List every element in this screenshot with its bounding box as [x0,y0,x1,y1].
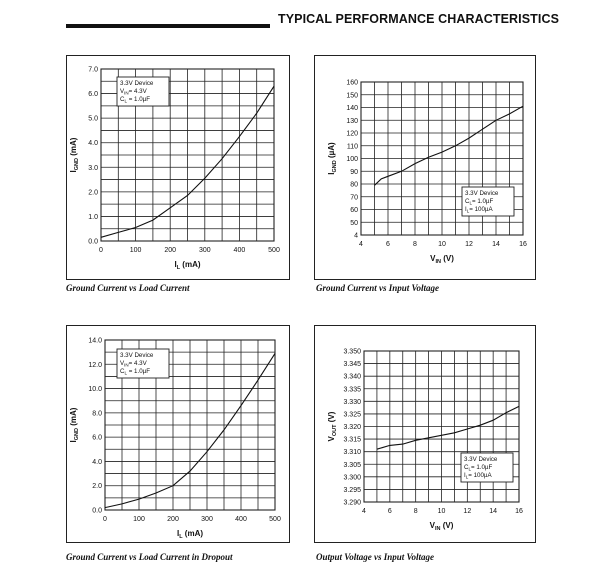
x-tick-label: 500 [268,247,280,254]
legend-text: $C_L= 1.0\mu F$ [464,464,493,472]
x-tick-label: 0 [99,247,103,254]
legend-text: 3.3V Device [465,190,499,197]
y-tick-label: 100 [346,156,358,163]
y-tick-label: 4.0 [92,458,102,466]
y-tick-label: 3.330 [343,398,361,406]
y-tick-label: 3.310 [343,449,361,457]
y-tick-label: 3.350 [343,348,361,356]
chart-caption-1: Ground Current vs Load Current [66,283,190,293]
legend-text: 3.3V Device [120,352,154,359]
y-tick-label: 3.315 [343,436,361,444]
x-tick-label: 0 [103,516,107,523]
y-tick-label: 160 [346,79,358,87]
y-tick-label: 50 [350,219,358,227]
y-tick-label: 4 [354,232,358,240]
y-tick-label: 6.0 [92,434,102,442]
y-tick-label: 3.320 [343,424,361,431]
x-tick-label: 300 [201,516,213,523]
y-tick-label: 3.0 [88,164,98,172]
y-tick-label: 150 [346,92,358,100]
y-tick-label: 3.345 [343,361,361,369]
y-tick-label: 8.0 [92,410,102,418]
x-tick-label: 300 [198,247,211,254]
x-tick-label: 400 [235,516,247,523]
y-tick-label: 80 [350,181,358,189]
x-tick-label: 100 [133,516,145,523]
chart-caption-2: Ground Current vs Input Voltage [316,283,440,293]
chart-2 [327,80,527,266]
y-tick-label: 3.305 [343,461,361,469]
x-tick-label: 6 [386,241,390,248]
x-axis-label: $I_L$ (mA) [176,529,204,540]
legend-text: $C_L = 1.0\mu F$ [120,96,150,104]
y-tick-label: 4.0 [88,140,98,148]
y-tick-label: 3.300 [343,474,361,482]
y-tick-label: 3.295 [343,486,361,494]
legend-text: $C_L= 1.0\mu F$ [465,198,494,206]
y-tick-label: 14.0 [88,337,102,345]
x-tick-label: 6 [387,508,392,515]
x-axis-label: $V_{IN}$ (V) [429,521,454,532]
y-tick-label: 140 [346,105,358,112]
x-tick-label: 14 [492,241,500,248]
legend-text: 3.3V Device [120,80,154,87]
y-tick-label: 70 [350,194,358,202]
x-tick-label: 12 [465,241,473,248]
x-tick-label: 200 [167,516,179,523]
x-tick-label: 4 [359,241,363,248]
chart-caption-4: Output Voltage vs Input Voltage [316,552,435,562]
x-tick-label: 500 [269,516,281,523]
y-tick-label: 3.325 [343,411,361,419]
y-tick-label: 0.0 [88,238,98,246]
y-tick-label: 0.0 [92,507,102,515]
x-tick-label: 200 [164,247,177,254]
y-tick-label: 2.0 [88,189,98,197]
chart-3 [69,338,281,541]
chart-caption-3: Ground Current vs Load Current in Dropout [66,552,233,562]
x-tick-label: 8 [413,508,418,515]
y-tick-label: 90 [350,168,358,176]
x-tick-label: 10 [438,241,446,248]
legend-text: $I_L= 100\mu A$ [464,472,492,480]
y-tick-label: 1.0 [88,213,98,221]
legend-text: 3.3V Device [464,456,498,463]
y-axis-label: $I_{GND}$ (mA) [69,407,80,443]
y-tick-label: 3.340 [343,373,361,381]
y-axis-label: $I_{GND}$ (µA) [327,142,338,175]
x-tick-label: 4 [362,508,366,515]
x-tick-label: 16 [519,241,527,248]
y-tick-label: 3.335 [343,386,361,394]
x-tick-label: 12 [463,508,472,515]
y-tick-label: 3.290 [343,499,361,507]
x-axis-label: $I_L$ (mA) [174,260,201,271]
y-tick-label: 6.0 [88,91,98,99]
y-tick-label: 7.0 [88,66,98,74]
y-tick-label: 5.0 [88,115,98,123]
y-tick-label: 2.0 [92,483,102,491]
y-tick-label: 12.0 [88,361,102,369]
y-tick-label: 120 [346,130,358,138]
legend-text: $I_L= 100\mu A$ [465,206,493,214]
y-tick-label: 10.0 [88,386,102,394]
series-line [377,406,519,449]
x-tick-label: 100 [129,247,142,254]
legend-text: $V_{IN}= 4.3V$ [120,88,147,96]
x-axis-label: $V_{IN}$ (V) [430,254,454,265]
x-tick-label: 400 [233,247,246,254]
x-tick-label: 8 [413,241,417,248]
y-tick-label: 130 [346,117,358,125]
chart-4 [327,349,523,533]
y-axis-label: $I_{GND}$ (mA) [69,137,80,173]
legend-text: $C_L = 1.0\mu F$ [120,368,150,376]
page-title: TYPICAL PERFORMANCE CHARACTERISTICS [278,12,560,26]
y-tick-label: 110 [346,143,358,151]
y-tick-label: 60 [350,207,358,214]
x-tick-label: 14 [489,508,498,515]
x-tick-label: 16 [515,508,523,515]
x-tick-label: 10 [437,508,446,515]
chart-1 [69,67,280,272]
y-axis-label: $V_{OUT}$ (V) [327,411,338,442]
legend-text: $V_{IN}= 4.3V$ [120,360,147,368]
